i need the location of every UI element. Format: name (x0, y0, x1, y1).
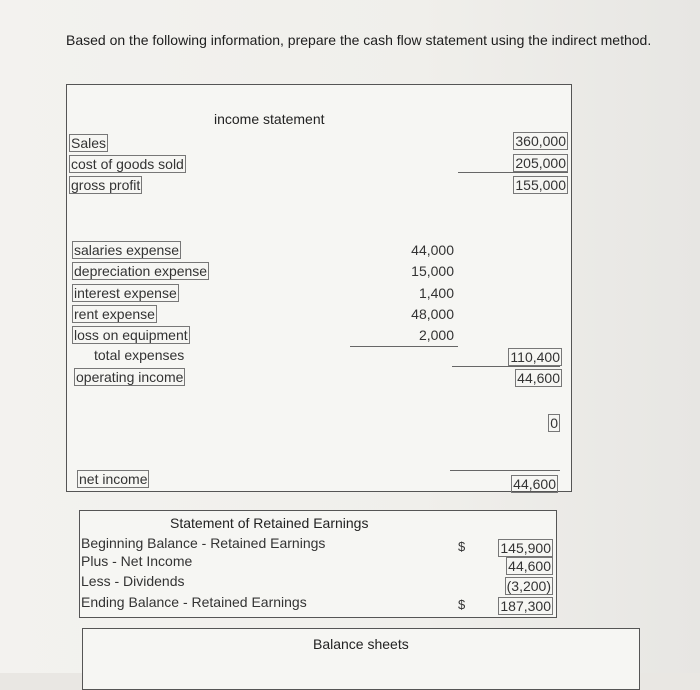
net-income-rule (450, 470, 560, 471)
expense-value: 2,000 (418, 327, 454, 343)
re-row-label: Ending Balance - Retained Earnings (81, 594, 307, 610)
expense-value: 15,000 (411, 263, 454, 279)
expense-label: salaries expense (74, 242, 180, 258)
re-row-label: Beginning Balance - Retained Earnings (81, 535, 326, 551)
income-statement-title: income statement (214, 111, 325, 127)
gross-profit-rule (458, 172, 568, 173)
re-row-currency: $ (458, 539, 466, 554)
total-expenses-value: 110,400 (510, 349, 560, 365)
sales-label: Sales (71, 135, 107, 151)
question-prompt: Based on the following information, prepare the cash flow statement using the indirect method. (66, 32, 652, 48)
re-row-value: 145,900 (500, 540, 551, 556)
cogs-value: 205,000 (515, 155, 566, 171)
expenses-rule (350, 346, 458, 347)
expense-label: rent expense (74, 306, 155, 322)
net-income-label: net income (79, 471, 148, 487)
retained-earnings-title: Statement of Retained Earnings (170, 515, 369, 531)
re-row-value: 187,300 (500, 598, 551, 614)
expense-label: loss on equipment (74, 327, 188, 343)
re-row-currency: $ (458, 597, 466, 612)
re-row-value: (3,200) (506, 578, 551, 594)
total-expenses-label: total expenses (94, 347, 185, 363)
operating-income-rule (452, 366, 560, 367)
expense-label: interest expense (74, 285, 177, 301)
re-row-value: 44,600 (508, 558, 551, 574)
balance-sheets-title: Balance sheets (313, 636, 409, 652)
re-row-label: Plus - Net Income (81, 553, 193, 569)
sales-value: 360,000 (515, 133, 566, 149)
expense-value: 48,000 (411, 306, 454, 322)
net-income-value: 44,600 (513, 476, 556, 492)
expense-value: 44,000 (411, 242, 454, 258)
operating-income-value: 44,600 (517, 370, 560, 386)
other-items-value: 0 (550, 415, 558, 431)
re-row-label: Less - Dividends (81, 573, 185, 589)
gross-profit-value: 155,000 (515, 177, 566, 193)
expense-label: depreciation expense (74, 263, 208, 279)
operating-income-label: operating income (76, 369, 184, 385)
gross-profit-label: gross profit (71, 177, 141, 193)
cogs-label: cost of goods sold (71, 156, 184, 172)
expense-value: 1,400 (418, 285, 454, 301)
